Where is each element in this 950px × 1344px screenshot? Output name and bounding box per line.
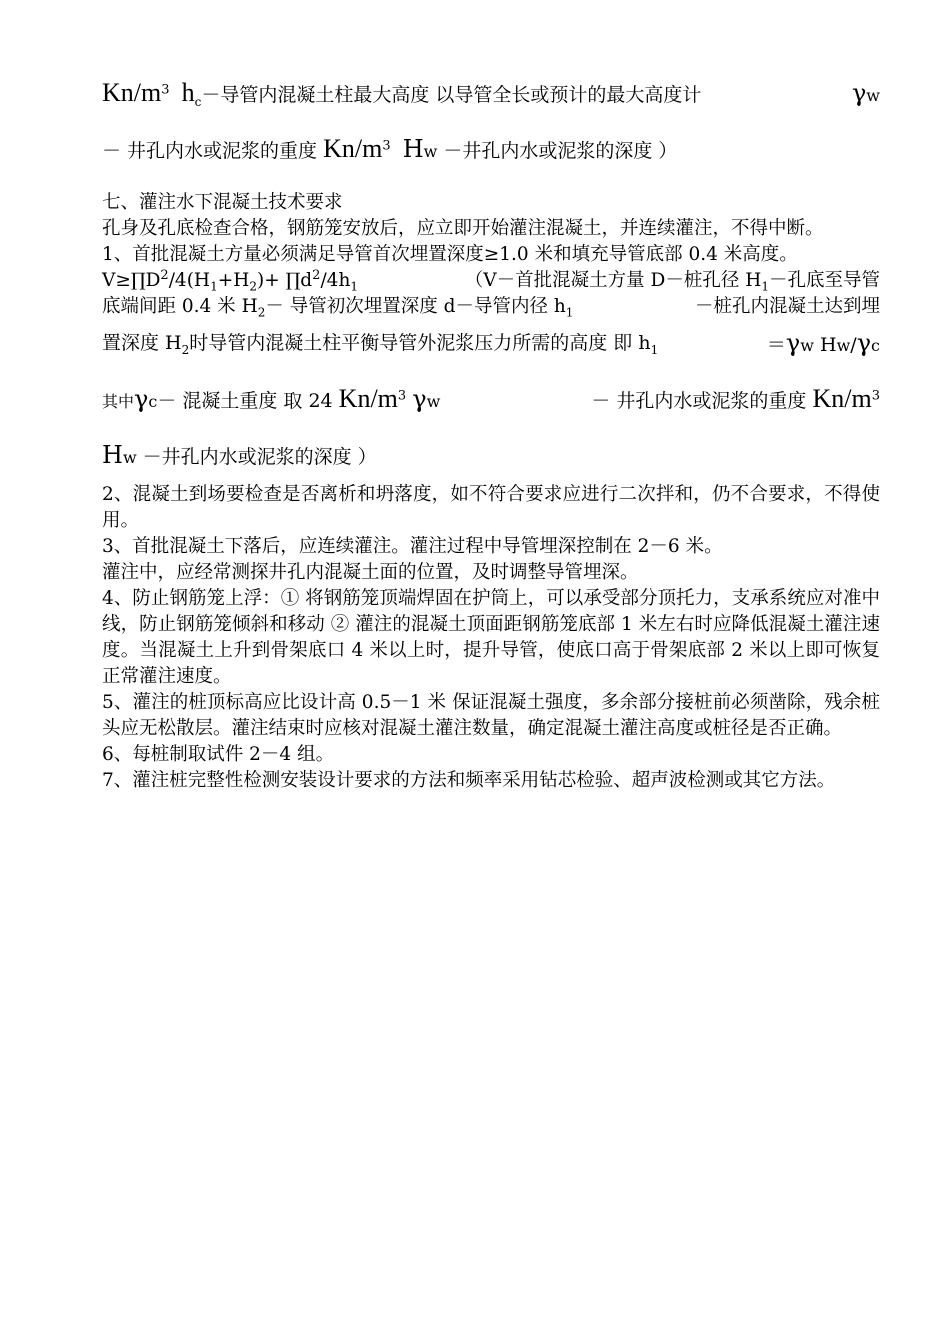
formula-definitions — [102, 294, 573, 320]
unit-exponent: 3 — [382, 138, 391, 154]
unit-knm3: Kn/m — [812, 384, 872, 413]
formula-part: V≥∏D — [102, 270, 161, 291]
h1-equation — [767, 328, 880, 384]
gamma-glyph: γ — [851, 79, 867, 107]
formula-subscript: 1 — [350, 279, 358, 294]
unit-exponent: 3 — [161, 82, 170, 98]
hw-symbol: H — [402, 135, 424, 163]
unit-exponent: 3 — [871, 388, 880, 404]
formula-part: 时导管内混凝土柱平衡导管外泥浆压力所需的高度 即 h — [189, 332, 651, 354]
formula-subscript: 2 — [249, 279, 257, 294]
hw-description: －井孔内水或泥浆的深度 ） — [136, 446, 377, 468]
item-7: 7、灌注桩完整性检测安装设计要求的方法和频率采用钻芯检验、超声波检测或其它方法。 — [102, 770, 836, 791]
formula-subscript: 2 — [257, 305, 266, 320]
item-3: 3、首批混凝土下落后，应连续灌注。灌注过程中导管埋深控制在 2－6 米。 — [102, 536, 723, 557]
gamma-w-definition — [591, 384, 880, 440]
item-1-text: 1、首批混凝土方量必须满足导管首次埋置深度≥1.0 米和填充导管底部 0.4 米高度。 — [102, 244, 798, 265]
formula-subscript: 2 — [181, 342, 190, 357]
hc-description: －导管内混凝土柱最大高度 以导管全长或预计的最大高度计 — [201, 84, 702, 106]
gamma-c-definition — [102, 384, 440, 440]
formula-part: 底端间距 0.4 米 H — [102, 296, 258, 317]
unit-exponent: 3 — [397, 388, 407, 404]
formula-line-1 — [102, 268, 880, 294]
item-3-continuation: 灌注中，应经常测探井孔内混凝土面的位置，及时调整导管埋深。 — [102, 562, 639, 583]
hw-description: －井孔内水或泥浆的深度 ） — [443, 140, 678, 162]
unit-knm3: Kn/m — [323, 134, 383, 163]
formula-expression — [102, 268, 358, 294]
hw-subscript: w — [122, 448, 137, 467]
formula-line-4 — [102, 384, 880, 440]
formula-part: －桩孔内混凝土达到埋 — [694, 296, 880, 317]
item-2: 2、混凝土到场要检查是否离析和坍落度，如不符合要求应进行二次拌和，仍不合要求，不得使用。 — [102, 484, 880, 531]
formula-part: /4h — [320, 270, 351, 291]
formula-part: － 导管初次埋置深度 d－导管内径 h — [265, 296, 566, 317]
formula-part: +H — [217, 270, 250, 291]
gamma-subscript: c — [871, 336, 880, 355]
formula-definitions — [465, 268, 880, 294]
formula-part: （V－首批混凝土方量 D－桩孔径 H — [464, 270, 762, 291]
hc-subscript: c — [194, 94, 202, 109]
formula-part: /4(H — [168, 270, 211, 291]
gamma-subscript: w — [866, 86, 880, 105]
gamma-glyph: γ — [134, 385, 149, 413]
intro-paragraph: 孔身及孔底检查合格，钢筋笼安放后，应立即开始灌注混凝土，并连续灌注，不得中断。 — [102, 218, 824, 239]
formula-line-3 — [102, 328, 880, 384]
formula-continuation-line-2 — [102, 134, 880, 190]
formula-part: / — [850, 334, 857, 356]
formula-continuation-line-1 — [102, 78, 880, 134]
section-title: 七、灌注水下混凝土技术要求 — [102, 192, 343, 213]
document-page — [102, 78, 880, 794]
unit-knm3: Kn/m — [338, 384, 398, 413]
unit-knm3: Kn/m — [102, 78, 162, 107]
formula-subscript: 1 — [650, 342, 659, 357]
gamma-glyph: γ — [785, 329, 801, 357]
formula-exponent: 2 — [160, 267, 169, 283]
formula-line-2 — [102, 294, 880, 320]
gamma-glyph: γ — [856, 329, 872, 357]
formula-part: 置深度 H — [102, 332, 182, 354]
formula-exponent: 2 — [312, 267, 321, 283]
formula-part: － 井孔内水或泥浆的重度 — [591, 390, 807, 412]
gamma-glyph: γ — [412, 385, 427, 413]
gamma-subscript: w — [426, 392, 441, 411]
formula-part: ＝ — [766, 334, 786, 356]
gamma-w-symbol — [852, 78, 880, 134]
formula-subscript: w — [836, 336, 851, 355]
formula-definitions — [102, 328, 658, 384]
hc-definition — [102, 78, 701, 134]
formula-part: 其中 — [102, 392, 135, 411]
gamma-subscript: c — [148, 392, 158, 411]
hw-subscript: w — [423, 142, 438, 161]
formula-subscript: 1 — [565, 305, 574, 320]
item-5: 5、灌注的桩顶标高应比设计高 0.5－1 米 保证混凝土强度，多余部分接桩前必须凿除，残余桩头应无松散层。灌注结束时应核对混凝土灌注数量，确定混凝土灌注高度或桩径是否正确。 — [102, 692, 880, 739]
formula-part: － 混凝土重度 取 24 — [157, 390, 333, 412]
hc-symbol: h — [181, 78, 195, 107]
gamma-w-description: － 井孔内水或泥浆的重度 — [102, 140, 318, 162]
item-4: 4、防止钢筋笼上浮：① 将钢筋笼顶端焊固在护筒上，可以承受部分顶托力，支承系统应对准中线，防止钢筋笼倾斜和移动 ② 灌注的混凝土顶面距钢筋笼底部 1 米左右时应降低混凝土灌注速度。当混凝土上升到骨架底口 4 米以上时，提升导管，使底口高于骨架底部 2 米以上即可恢复正常灌注速度。 — [102, 588, 880, 687]
formula-part: －孔底至导管 — [768, 270, 880, 291]
formula-part: )+ ∏d — [256, 270, 313, 291]
gamma-subscript: w — [800, 336, 814, 355]
formula-subscript: 1 — [210, 279, 218, 294]
formula-part: H — [813, 334, 837, 356]
item-6: 6、每桩制取试件 2－4 组。 — [102, 744, 335, 765]
formula-subscript: 1 — [761, 279, 769, 294]
hw-symbol: H — [102, 441, 123, 469]
